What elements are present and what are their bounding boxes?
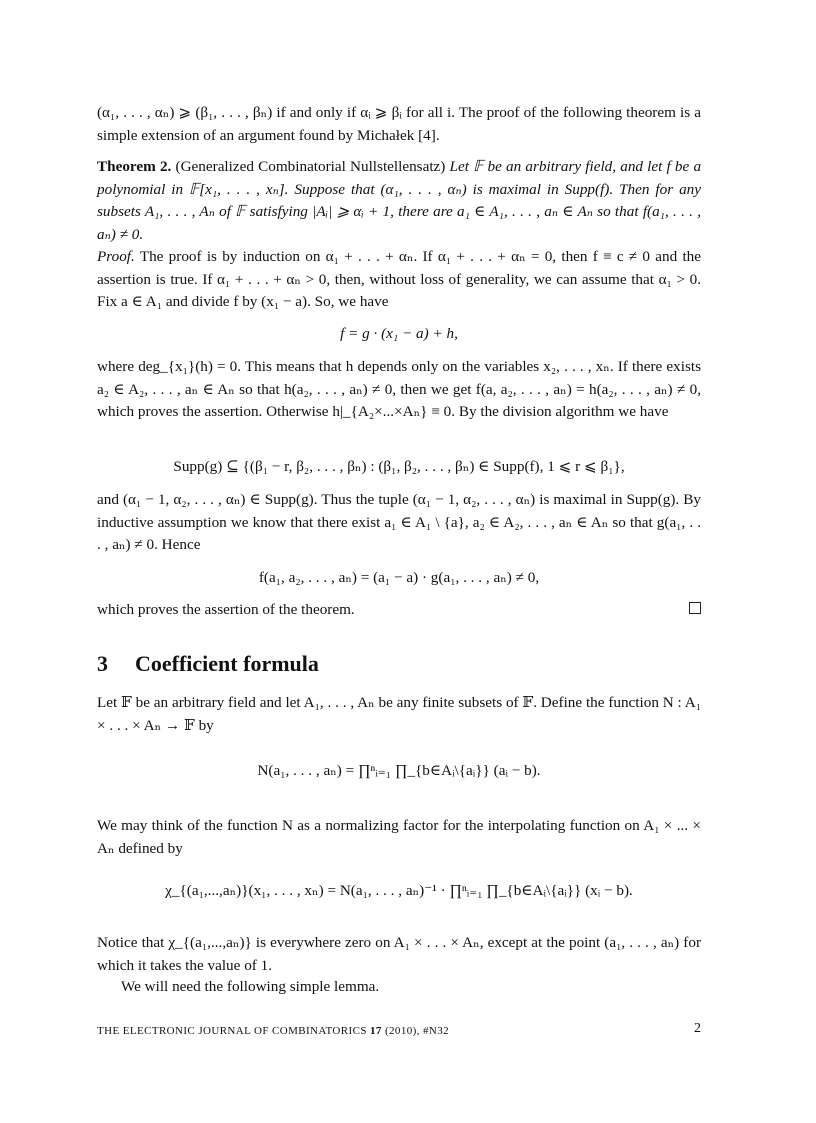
section-heading [97, 650, 701, 678]
theorem-title: (Generalized Combinatorial Nullstellensatz) [175, 158, 446, 175]
theorem-statement: Let 𝔽 be an arbitrary field, and let f be a polynomial in 𝔽[x₁, . . . , xₙ]. Suppose that (α₁, . . . , αₙ) is maximal in Supp(f). Then for any subsets A₁, . . . , Aₙ of 𝔽 satisfying |Aᵢ| ⩾ αᵢ + 1, there are a₁ ∈ A₁, . . . , aₙ ∈ Aₙ so that f(a₁, . . . , aₙ) ≠ 0. [97, 158, 702, 243]
proof-paragraph-2: where deg_{x₁}(h) = 0. This means that h depends only on the variables x₂, . . . , xₙ. If there exists a₂ ∈ A₂, . . . , aₙ ∈ Aₙ so that h(a₂, . . . , aₙ) ≠ 0, then we get f(a, a₂, . . . , aₙ) = h(a₂, . . . , aₙ) ≠ 0, which proves the assertion. Otherwise h|_{A₂×...×Aₙ} ≡ 0. By the division algorithm we have [97, 358, 701, 420]
proof-text: The proof is by induction on α₁ + . . . + αₙ. If α₁ + . . . + αₙ = 0, then f ≡ c ≠ 0 and the assertion is true. If α₁ + . . . + αₙ > 0, then, without loss of generality, we can assume that α₁ > 0. Fix a ∈ A₁ and divide f by (x₁ − a). So, we have [97, 248, 701, 310]
section-paragraph-2: We may think of the function N as a normalizing factor for the interpolating function on A₁ × ... × Aₙ defined by [97, 817, 701, 857]
section-number: 3 [97, 651, 108, 676]
theorem-label: Theorem 2. [97, 158, 172, 175]
equation-interpolating-function: χ_{(a₁,...,aₙ)}(x₁, . . . , xₙ) = N(a₁, . . . , aₙ)⁻¹ · ∏ⁿᵢ₌₁ ∏_{b∈Aᵢ\{aᵢ}} (xᵢ − b). [165, 882, 633, 899]
intro-paragraph: (α₁, . . . , αₙ) ⩾ (β₁, . . . , βₙ) if and only if αᵢ ⩾ βᵢ for all i. The proof of the following theorem is a simple extension of an argument found by Michałek [4]. [97, 104, 701, 144]
section-paragraph-3: Notice that χ_{(a₁,...,aₙ)} is everywhere zero on A₁ × . . . × Aₙ, except at the point (a₁, . . . , aₙ) for which it takes the value of 1. [97, 934, 701, 974]
journal-volume: 17 [370, 1025, 382, 1037]
qed-symbol [689, 602, 701, 614]
equation-final: f(a₁, a₂, . . . , aₙ) = (a₁ − a) · g(a₁, . . . , aₙ) ≠ 0, [258, 569, 540, 586]
equation-division: f = g · (x₁ − a) + h, [340, 325, 458, 342]
equation-support: Supp(g) ⊆ {(β₁ − r, β₂, . . . , βₙ) : (β₁, β₂, . . . , βₙ) ∈ Supp(f), 1 ⩽ r ⩽ β₁}, [173, 458, 625, 475]
journal-issue: (2010), #N32 [384, 1025, 450, 1037]
proof-paragraph-3: and (α₁ − 1, α₂, . . . , αₙ) ∈ Supp(g). Thus the tuple (α₁ − 1, α₂, . . . , αₙ) is maximal in Supp(g). By inductive assumption we know that there exist a₁ ∈ A₁ \ {a}, a₂ ∈ A₂, . . . , aₙ ∈ Aₙ so that g(a₁, . . . , aₙ) ≠ 0. Hence [97, 491, 701, 553]
theorem-2 [97, 156, 701, 246]
equation-normalizing-factor: N(a₁, . . . , aₙ) = ∏ⁿᵢ₌₁ ∏_{b∈Aᵢ\{aᵢ}} (aᵢ − b). [257, 762, 541, 779]
section-paragraph-1: Let 𝔽 be an arbitrary field and let A₁, . . . , Aₙ be any finite subsets of 𝔽. Define the function N : A₁ × . . . × Aₙ → 𝔽 by [97, 694, 701, 734]
proof-conclusion: which proves the assertion of the theorem. [97, 601, 355, 618]
section-title: Coefficient formula [135, 651, 319, 676]
page-number: 2 [694, 1021, 701, 1036]
journal-name: THE ELECTRONIC JOURNAL OF COMBINATORICS [97, 1025, 367, 1037]
section-paragraph-4: We will need the following simple lemma. [121, 978, 380, 995]
proof-paragraph [97, 246, 701, 314]
proof-label: Proof. [97, 248, 135, 265]
